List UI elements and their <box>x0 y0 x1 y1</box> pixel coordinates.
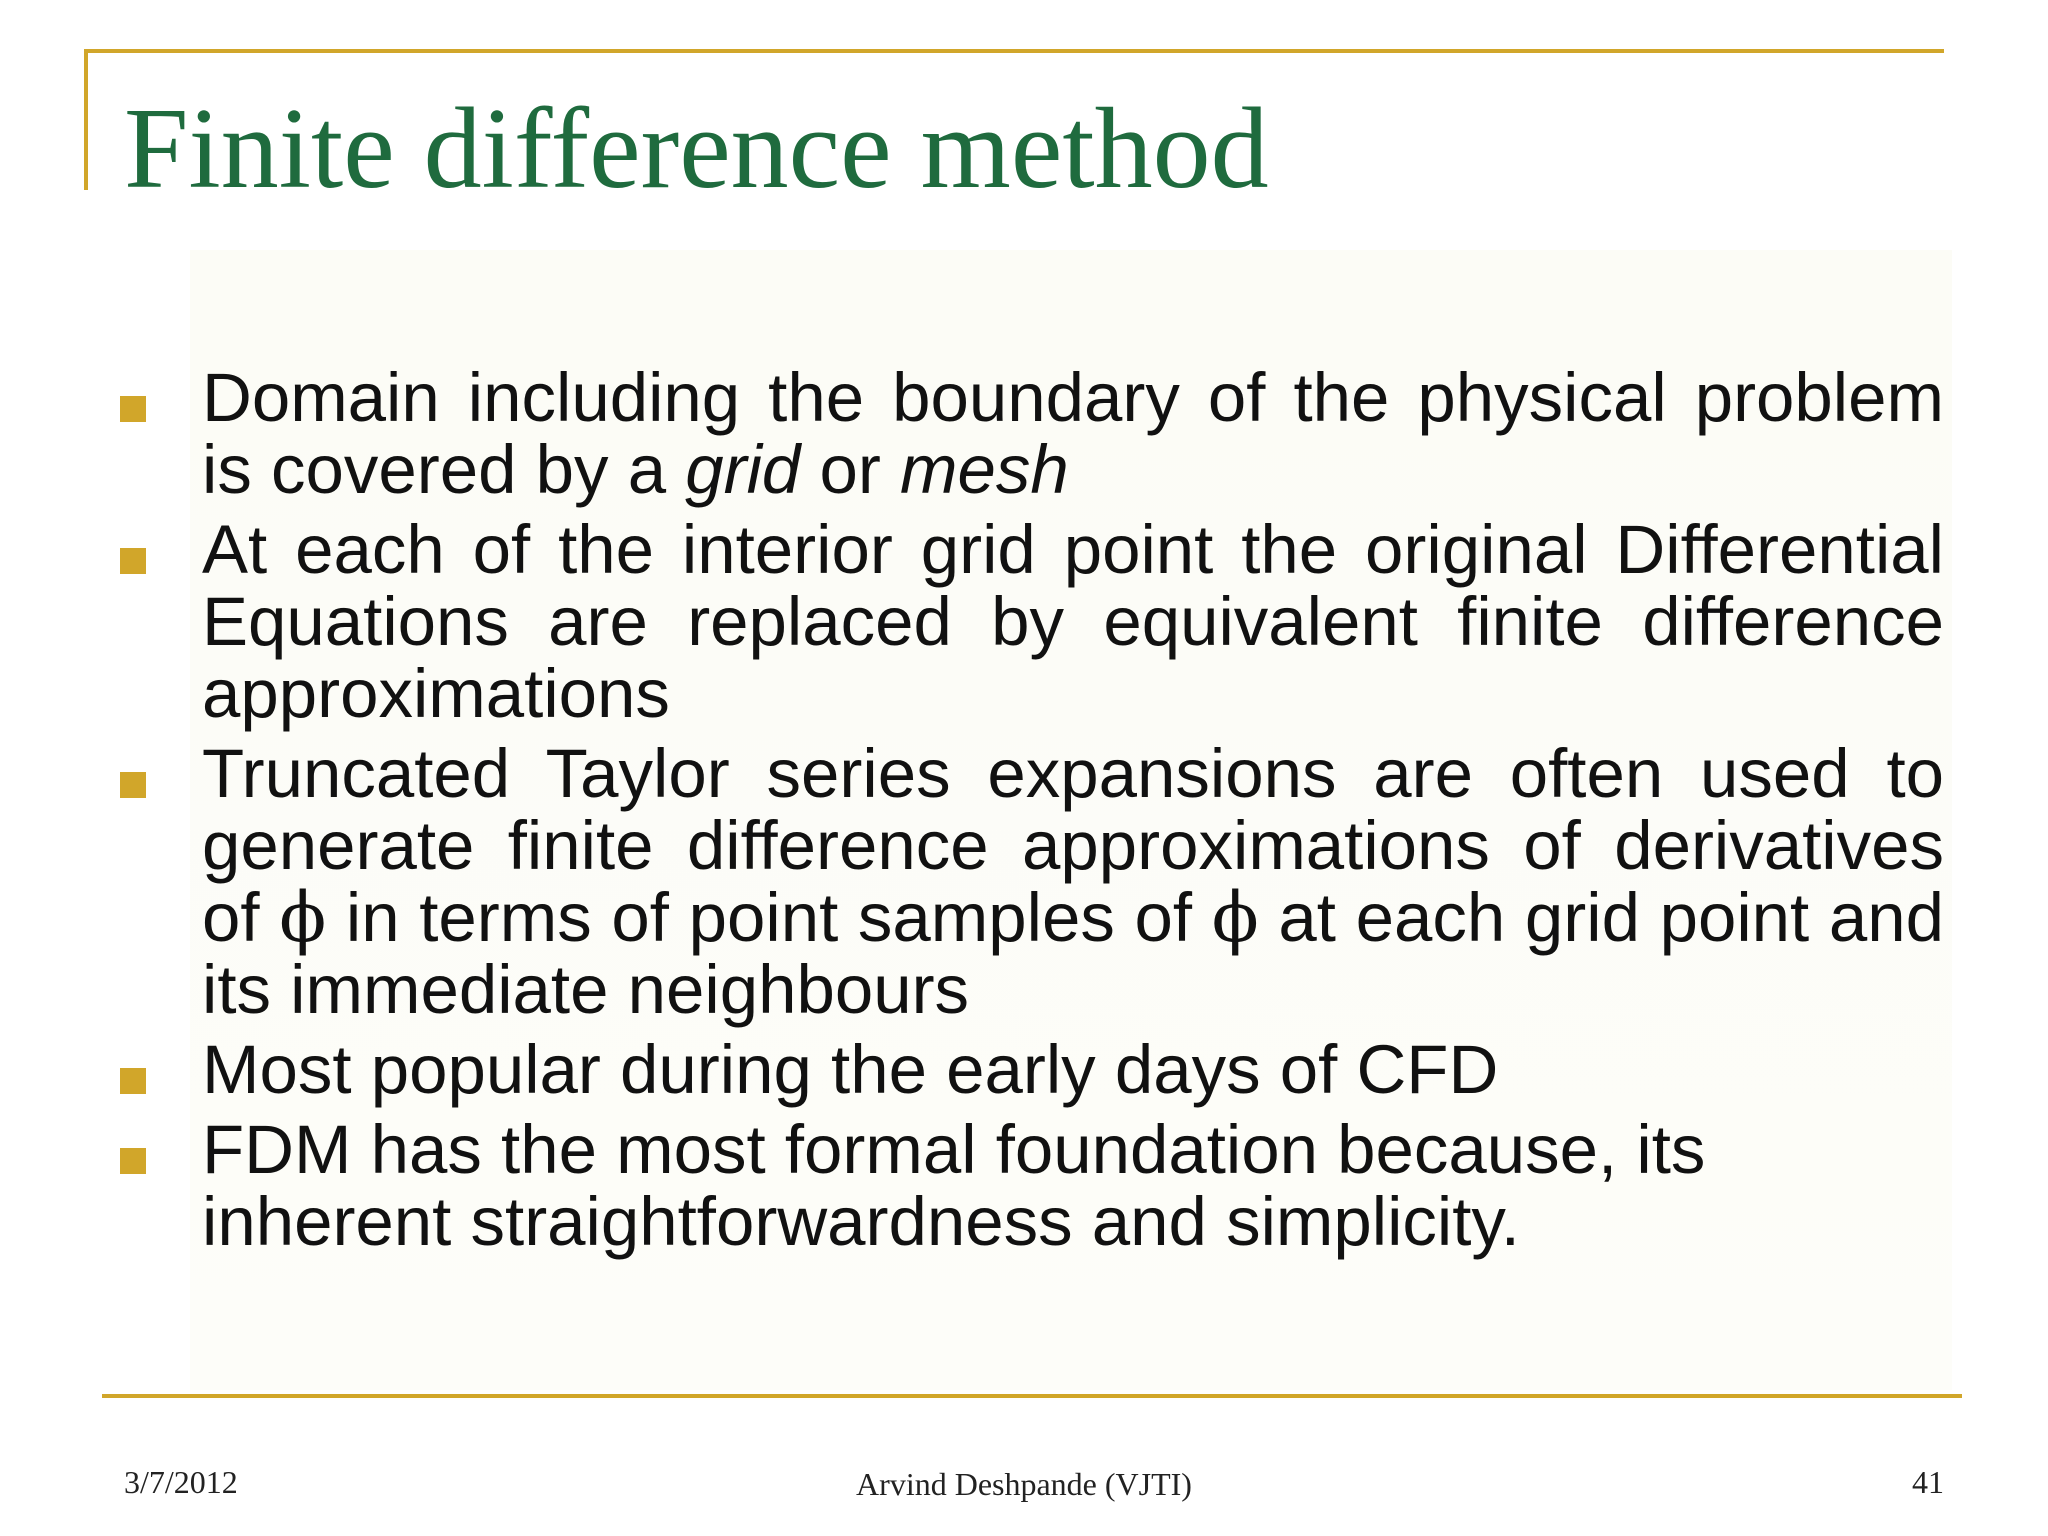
emphasis-mesh: mesh <box>900 431 1069 508</box>
bullet-text-segment: Truncated Taylor series expansions are often used to generate finite difference approximations of derivatives of <box>202 735 1944 956</box>
bullet-text <box>202 735 1945 1028</box>
bullet-item <box>120 359 1944 508</box>
bullet-text-segment: at each grid point and its immediate neighbours <box>202 879 1945 1028</box>
bullet-item <box>120 735 1945 1028</box>
slide-title: Finite difference method <box>124 85 1269 213</box>
phi-symbol: ϕ <box>279 878 327 958</box>
top-accent-rule <box>84 49 1944 53</box>
footer-date: 3/7/2012 <box>124 1464 238 1500</box>
square-bullet-icon <box>120 772 146 798</box>
square-bullet-icon <box>120 1068 146 1094</box>
square-bullet-icon <box>120 1148 146 1174</box>
bullet-list <box>120 359 1945 1266</box>
footer-author: Arvind Deshpande (VJTI) <box>856 1466 1192 1502</box>
square-bullet-icon <box>120 548 146 574</box>
bullet-text-segment: in terms of point samples of <box>326 879 1212 956</box>
bullet-item <box>120 1111 1944 1260</box>
page-number: 41 <box>1912 1464 1944 1500</box>
bullet-item <box>120 1031 1944 1108</box>
bullet-text-segment: Domain including the boundary of the physical problem is covered by a <box>202 359 1944 508</box>
bullet-text: Most popular during the early days of CFD <box>202 1031 1499 1108</box>
bullet-text <box>202 359 1944 508</box>
bullet-text: At each of the interior grid point the original Differential Equations are replaced by equivalent finite difference approximations <box>202 511 1944 732</box>
bullet-text-segment: or <box>800 431 901 508</box>
bullet-item <box>120 511 1944 732</box>
phi-symbol: ϕ <box>1211 878 1259 958</box>
bullet-text: FDM has the most formal foundation because, its inherent straightforwardness and simplicity. <box>202 1111 1706 1260</box>
left-accent-rule <box>84 49 88 190</box>
square-bullet-icon <box>120 396 146 422</box>
footer-accent-rule <box>102 1394 1962 1398</box>
emphasis-grid: grid <box>685 431 801 508</box>
